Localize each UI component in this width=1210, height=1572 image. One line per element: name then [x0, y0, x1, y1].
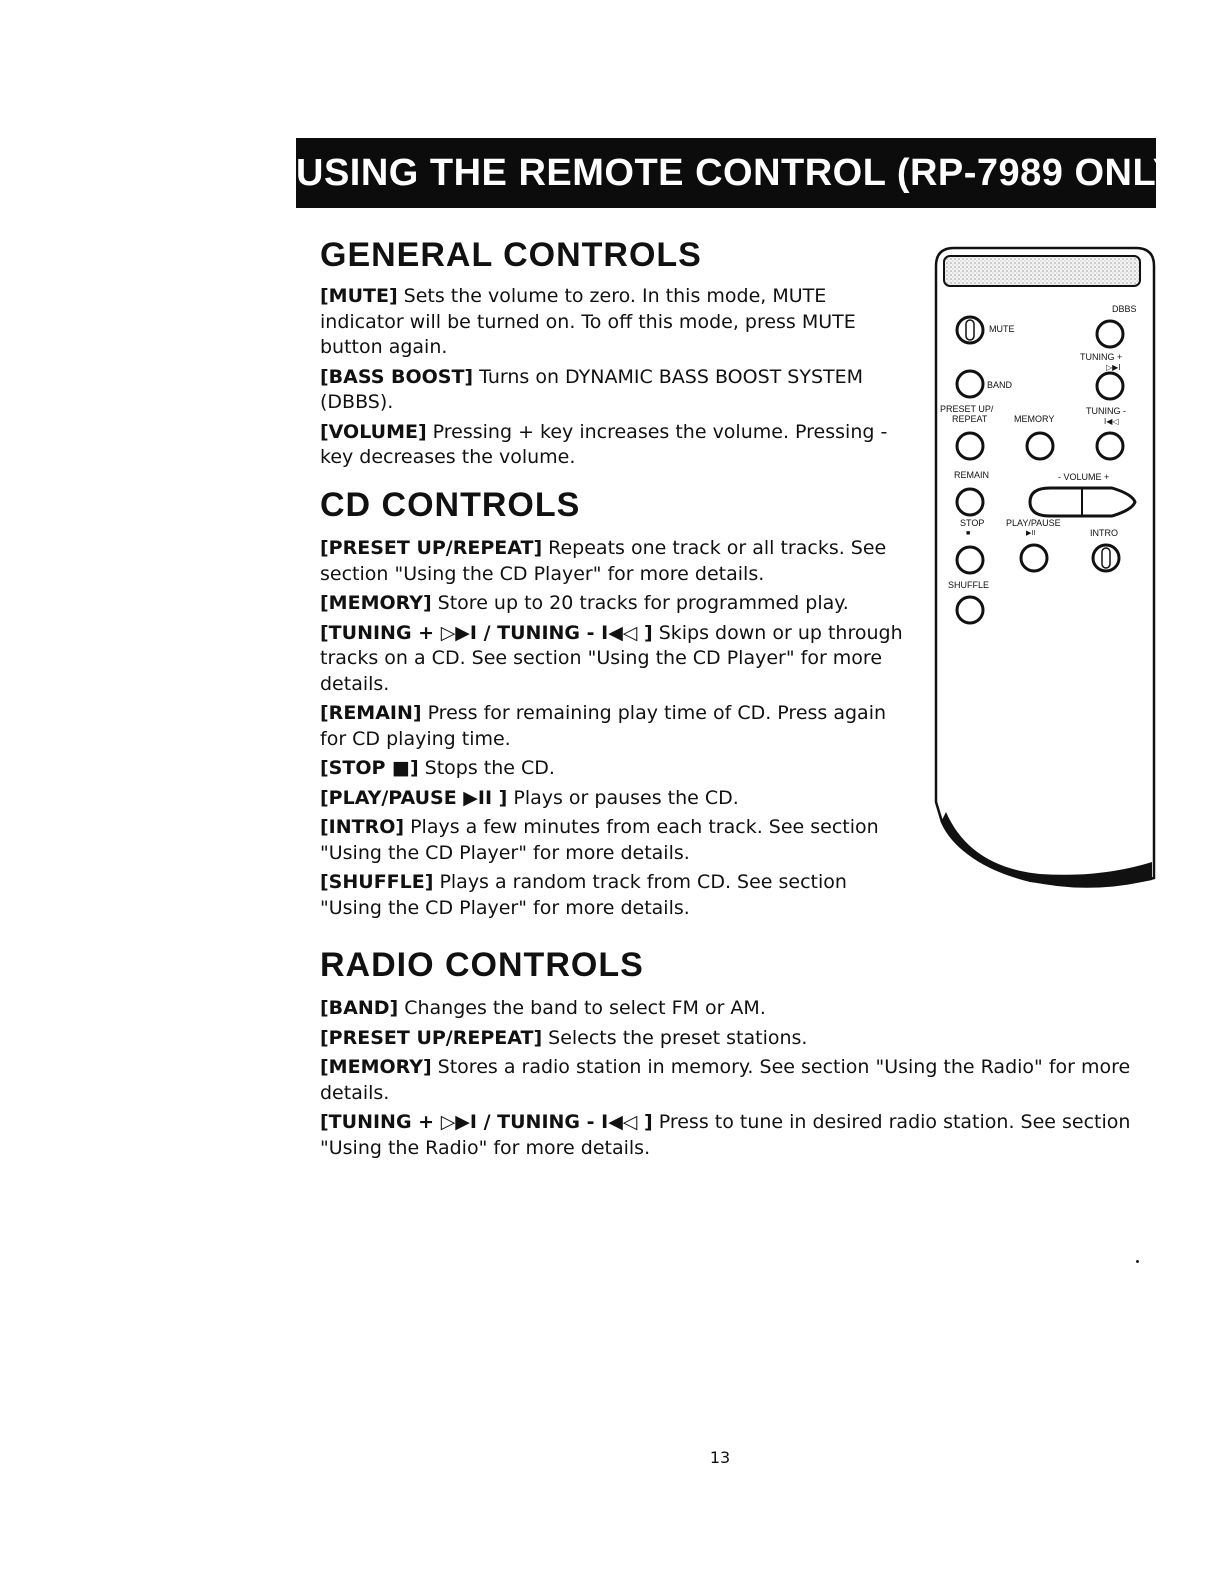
list-item [320, 786, 905, 812]
item-key: [STOP ■] [320, 757, 419, 779]
radio-controls-heading: RADIO CONTROLS [320, 946, 644, 984]
item-key: [BAND] [320, 997, 399, 1019]
play-pause-label: PLAY/PAUSE [1006, 518, 1061, 528]
item-key: [MUTE] [320, 285, 398, 307]
dbbs-label: DBBS [1112, 304, 1137, 314]
shuffle-label: SHUFFLE [948, 580, 990, 590]
radio-controls-list [320, 996, 1140, 1165]
remote-control-illustration [930, 242, 1160, 890]
item-key: [VOLUME] [320, 420, 427, 443]
item-text: Sets the volume to zero. In this mode, MUTE indicator will be turned on. To off this mode, press MUTE button again. [320, 285, 856, 358]
general-controls-heading: GENERAL CONTROLS [320, 236, 702, 274]
mute-label: MUTE [989, 324, 1015, 334]
item-text: Stops the CD. [424, 757, 555, 779]
cd-controls-list [320, 536, 905, 925]
item-text: Press for remaining play time of CD. Press again for CD playing time. [320, 702, 887, 750]
list-item [320, 1110, 1140, 1161]
item-text: Plays or pauses the CD. [513, 786, 739, 809]
repeat-label: REPEAT [952, 414, 988, 424]
list-item [320, 1055, 1140, 1106]
item-text: Turns on DYNAMIC BASS BOOST SYSTEM (DBBS). [320, 365, 864, 413]
item-text: Changes the band to select FM or AM. [404, 997, 766, 1019]
item-key: [SHUFFLE] [320, 871, 434, 893]
list-item [320, 621, 905, 698]
page-number: 13 [709, 1448, 731, 1467]
remain-label: REMAIN [954, 470, 990, 480]
list-item [320, 536, 905, 587]
stop-icon: ■ [966, 530, 971, 537]
cd-controls-heading: CD CONTROLS [320, 486, 581, 524]
general-controls-list [320, 284, 910, 475]
item-text: Press to tune in desired radio station. See section "Using the Radio" for more details. [320, 1111, 1131, 1159]
page-title-banner: USING THE REMOTE CONTROL (RP-7989 ONLY) [296, 138, 1156, 208]
display-window-icon [944, 256, 1140, 286]
intro-label: INTRO [1090, 528, 1118, 538]
item-key: [MEMORY] [320, 1056, 432, 1078]
list-item [320, 420, 910, 471]
item-text: Store up to 20 tracks for programmed play. [437, 592, 849, 614]
item-text: Stores a radio station in memory. See section "Using the Radio" for more details. [320, 1056, 1131, 1104]
tuning-plus-label: TUNING + [1080, 352, 1123, 362]
item-key: [REMAIN] [320, 702, 422, 724]
item-key: [TUNING + ▷▶I / TUNING - I◀◁ ] [320, 1111, 653, 1133]
list-item [320, 591, 905, 617]
item-key: [PLAY/PAUSE ▶II ] [320, 786, 508, 809]
item-key: [BASS BOOST] [320, 365, 474, 388]
item-text: Skips down or up through tracks on a CD. See section "Using the CD Player" for more details. [320, 621, 903, 695]
list-item [320, 756, 905, 782]
list-item [320, 815, 905, 866]
item-text: Repeats one track or all tracks. See section "Using the CD Player" for more details. [320, 537, 887, 585]
item-text: Plays a few minutes from each track. See section "Using the CD Player" for more details. [320, 816, 879, 864]
list-item [320, 870, 905, 921]
list-item [320, 996, 1140, 1022]
volume-label: - VOLUME + [1058, 472, 1110, 482]
item-key: [PRESET UP/REPEAT] [320, 1026, 543, 1049]
item-text: Selects the preset stations. [548, 1026, 808, 1049]
list-item [320, 365, 910, 416]
scan-speck [1136, 1260, 1139, 1263]
stop-label: STOP [960, 518, 985, 528]
play-pause-icon: ▶II [1026, 530, 1036, 537]
item-key: [TUNING + ▷▶I / TUNING - I◀◁ ] [320, 621, 653, 644]
list-item [320, 1026, 1140, 1052]
item-text: Plays a random track from CD. See section "Using the CD Player" for more details. [320, 871, 847, 919]
tuning-minus-label: TUNING - [1086, 406, 1126, 416]
memory-label: MEMORY [1014, 414, 1055, 424]
previous-track-icon: I◀◁ [1104, 417, 1119, 426]
next-track-icon: ▷▶I [1106, 363, 1121, 372]
preset-up-label: PRESET UP/ [940, 404, 994, 414]
list-item [320, 701, 905, 752]
list-item [320, 284, 910, 361]
item-text: Pressing + key increases the volume. Pressing - key decreases the volume. [320, 420, 888, 468]
item-key: [PRESET UP/REPEAT] [320, 537, 543, 559]
band-label: BAND [987, 380, 1013, 390]
item-key: [MEMORY] [320, 592, 432, 614]
item-key: [INTRO] [320, 816, 405, 838]
